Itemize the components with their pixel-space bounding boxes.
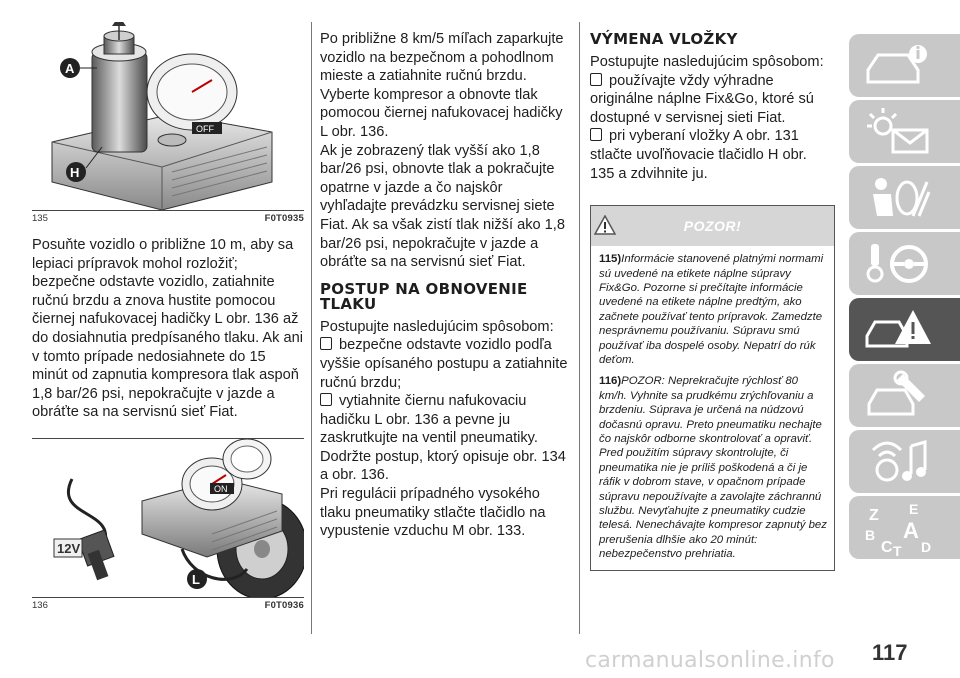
list-item: bezpečne odstavte vozidlo podľa vyššie opísaného postupu a zatiahnite ručnú brzdu; bbox=[320, 337, 568, 391]
maintenance-icon bbox=[863, 370, 933, 420]
tab-warning-lights[interactable] bbox=[849, 100, 960, 163]
list-item: pri vyberaní vložky A obr. 131 stlačte uvoľňovacie tlačidlo H obr. 135 a zdvihnite ju. bbox=[590, 128, 807, 182]
tab-multimedia[interactable] bbox=[849, 430, 960, 493]
figure-136 bbox=[32, 438, 304, 598]
tab-starting-driving[interactable] bbox=[849, 232, 960, 295]
list-item: používajte vždy výhradne originálne náplne Fix&Go, ktoré sú dostupné v servisnej sieti Fiat. bbox=[590, 72, 814, 126]
column-middle bbox=[320, 30, 570, 541]
svg-text:D: D bbox=[921, 539, 932, 555]
figure-code: F0T0936 bbox=[264, 599, 304, 611]
column-left bbox=[32, 0, 304, 611]
svg-text:B: B bbox=[865, 527, 876, 543]
checkbox-bullet-icon bbox=[320, 337, 332, 350]
checkbox-bullet-icon bbox=[590, 73, 602, 86]
checkbox-bullet-icon bbox=[320, 393, 332, 406]
figure-number: 136 bbox=[32, 599, 48, 611]
index-icon bbox=[863, 502, 943, 557]
warning-triangle-icon bbox=[594, 215, 616, 235]
label-a: A bbox=[65, 61, 75, 76]
warning-box bbox=[590, 205, 835, 571]
tab-car-info[interactable] bbox=[849, 34, 960, 97]
warning-note-116: 116)POZOR: Neprekračujte rýchlosť 80 km/h. Vyhnite sa prudkému zrýchľovaniu a brzdeniu. Súprava je určená na núdzovú dočasnú opravu. Preto pneumatiku nechajte čo najskôr odborne skontrolovať a opraviť. Pred použitím súpravy skontrolujte, či pneumatika nie je príliš poškodená a či je ráfik v dobrom stave, v opačnom prípade súpravu nepoužívajte a zavolajte záchrannú službu. Nevyťahujte z pneumatiky cudzie telesá. Nenechávajte kompresor zapnutý bez prerušenia dlhšie ako 20 minút: nebezpečenstvo prehriatia. bbox=[599, 375, 827, 561]
paragraph: Ak je zobrazený tlak vyšší ako 1,8 bar/26 psi, obnovte tlak a pokračujte opatrne v jazde a čo najskôr vyhľadajte prevádzku servisnej siete Fiat. Ak sa však zistí tlak nižší ako 1,8 bar/26 psi, nepokračujte v jazde a obráťte sa na servisnú sieť Fiat. bbox=[320, 142, 565, 271]
warning-header bbox=[591, 206, 834, 246]
paragraph: Po približne 8 km/5 míľach zaparkujte vozidlo na bezpečnom a pohodlnom mieste a zatiahnite ručnú brzdu. Vyberte kompresor a obnovte tlak pomocou čiernej nafukovacej hadičky L obr. 136. bbox=[320, 31, 564, 140]
paragraph: Postupujte nasledujúcim spôsobom: bbox=[590, 54, 824, 70]
on-label: ON bbox=[214, 483, 228, 494]
figure-code: F0T0935 bbox=[264, 213, 304, 224]
paragraph: Pri regulácii prípadného vysokého tlaku pneumatiky stlačte tlačidlo na vypustenie vzduchu M obr. 133. bbox=[320, 486, 546, 540]
safety-airbag-icon bbox=[863, 172, 933, 222]
label-h: H bbox=[70, 165, 80, 180]
warning-note-115: 115)Informácie stanovené platnými normami sú uvedené na etikete náplne súpravy Fix&Go. Pozorne si prečítajte informácie uvedené na etikete náplne predtým, ako začnete používať tento prípravok. Zamedzte nesprávnemu používaniu. Súpravu smú používať iba dospelé osoby. Nepatrí do rúk deťom. bbox=[599, 253, 824, 366]
multimedia-icon bbox=[863, 436, 933, 486]
svg-text:C: C bbox=[881, 539, 893, 556]
starting-driving-icon bbox=[863, 238, 933, 288]
12v-label: 12V bbox=[57, 540, 81, 556]
section-heading: VÝMENA VLOŽKY bbox=[590, 30, 738, 48]
compressor-cartridge-illustration bbox=[32, 22, 304, 210]
checkbox-bullet-icon bbox=[590, 128, 602, 141]
tab-safety[interactable] bbox=[849, 166, 960, 229]
warning-lights-icon bbox=[863, 106, 933, 156]
svg-text:T: T bbox=[893, 543, 902, 557]
column-right bbox=[590, 30, 835, 571]
figure-136-caption bbox=[32, 600, 304, 611]
off-label: OFF bbox=[196, 124, 214, 134]
compressor-hose-illustration bbox=[32, 439, 304, 597]
car-info-icon bbox=[863, 40, 933, 90]
emergency-icon bbox=[863, 304, 933, 354]
svg-text:Z: Z bbox=[869, 507, 879, 524]
tab-emergency[interactable] bbox=[849, 298, 960, 361]
section-heading: POSTUP NA OBNOVENIE TLAKU bbox=[320, 279, 528, 313]
figure-135 bbox=[32, 22, 304, 211]
svg-text:A: A bbox=[903, 518, 919, 543]
paragraph: Posuňte vozidlo o približne 10 m, aby sa lepiaci prípravok mohol rozložiť; bezpečne odstavte vozidlo, zatiahnite ručnú brzdu a znova hustite pomocou čiernej nafukovacej hadičky L obr. 136 až do dosiahnutia predpísaného tlaku. Ak ani v tomto prípade nedosiahnete do 15 minút od zapnutia kompresora tlak aspoň 1,8 bar/26 psi, nepokračujte v jazde a obráťte sa na servisnú sieť Fiat. bbox=[32, 237, 303, 421]
watermark: carmanualsonline.info bbox=[585, 648, 835, 673]
column-divider bbox=[579, 22, 580, 634]
list-item: vytiahnite čiernu nafukovaciu hadičku L obr. 136 a pevne ju zaskrutkujte na ventil pneumatiky. Dodržte postup, ktorý opisuje obr. 134 a obr. 136. bbox=[320, 393, 566, 484]
column-divider bbox=[311, 22, 312, 634]
tab-index[interactable] bbox=[849, 496, 960, 559]
figure-135-caption bbox=[32, 213, 304, 224]
svg-text:E: E bbox=[909, 502, 919, 517]
label-l: L bbox=[192, 571, 200, 587]
tab-maintenance[interactable] bbox=[849, 364, 960, 427]
paragraph: Postupujte nasledujúcim spôsobom: bbox=[320, 318, 554, 335]
warning-body bbox=[591, 246, 834, 570]
figure-number: 135 bbox=[32, 213, 48, 224]
warning-title: POZOR! bbox=[683, 218, 742, 235]
page-number: 117 bbox=[872, 640, 908, 665]
